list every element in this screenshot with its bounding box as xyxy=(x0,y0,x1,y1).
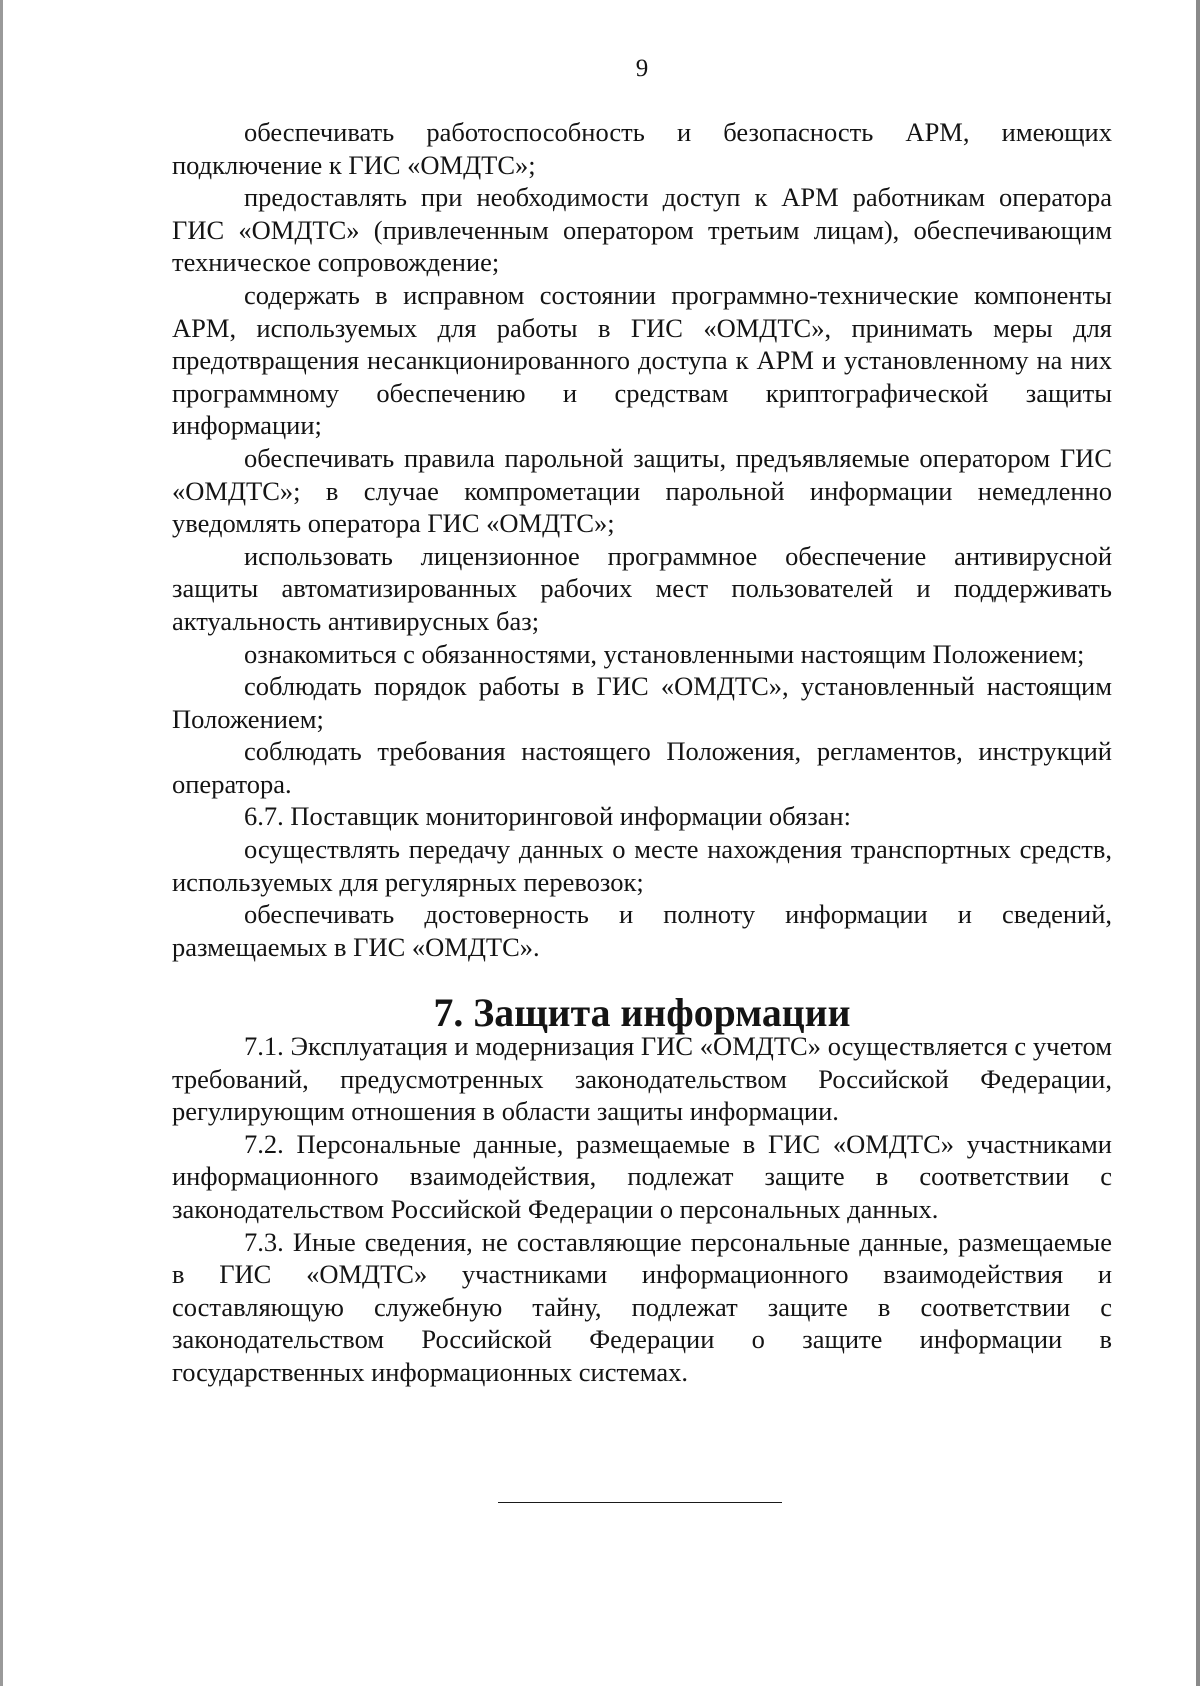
paragraph: 7.3. Иные сведения, не составляющие персональные данные, размещаемые в ГИС «ОМДТС» участниками информационного взаимодействия и составляющую служебную тайну, подлежат защите в соответствии с законодательством Российской Федерации о защите информации в государственных информационных системах. xyxy=(172,1226,1112,1387)
paragraph: соблюдать порядок работы в ГИС «ОМДТС», установленный настоящим Положением; xyxy=(172,671,1112,734)
paragraph: ознакомиться с обязанностями, установленными настоящим Положением; xyxy=(244,638,1085,669)
paragraph: 6.7. Поставщик мониторинговой информации обязан: xyxy=(244,801,851,832)
paragraph: содержать в исправном состоянии программно-технические компоненты АРМ, используемых для работы в ГИС «ОМДТС», принимать меры для предотвращения несанкционированного доступа к АРМ и установленному на них программному обеспечению и средствам криптографической защиты информации; xyxy=(172,279,1112,441)
scan-edge-right xyxy=(1196,0,1200,1686)
scan-edge-left xyxy=(0,0,3,1686)
paragraph: обеспечивать правила парольной защиты, предъявляемые оператором ГИС «ОМДТС»; в случае компрометации парольной информации немедленно уведомлять оператора ГИС «ОМДТС»; xyxy=(172,442,1112,539)
paragraph: использовать лицензионное программное обеспечение антивирусной защиты автоматизированных рабочих мест пользователей и поддерживать актуальность антивирусных баз; xyxy=(172,540,1112,636)
paragraph: обеспечивать работоспособность и безопасность АРМ, имеющих подключение к ГИС «ОМДТС»; xyxy=(172,117,1112,180)
paragraph: соблюдать требования настоящего Положения, регламентов, инструкций оператора. xyxy=(172,736,1112,799)
paragraph: 7.1. Эксплуатация и модернизация ГИС «ОМДТС» осуществляется с учетом требований, предусмотренных законодательством Российской Федерации, регулирующим отношения в области защиты информации. xyxy=(172,1031,1112,1127)
paragraph: обеспечивать достоверность и полноту информации и сведений, размещаемых в ГИС «ОМДТС». xyxy=(172,899,1112,962)
page-number: 9 xyxy=(635,55,649,82)
section-title: 7. Защита информации xyxy=(433,991,851,1036)
paragraph: предоставлять при необходимости доступ к АРМ работникам оператора ГИС «ОМДТС» (привлеченным оператором третьим лицам), обеспечивающим техническое сопровождение; xyxy=(172,182,1112,278)
paragraph: 7.2. Персональные данные, размещаемые в ГИС «ОМДТС» участниками информационного взаимодействия, подлежат защите в соответствии с законодательством Российской Федерации о персональных данных. xyxy=(172,1128,1112,1224)
closing-rule xyxy=(498,1502,782,1503)
document-body xyxy=(172,116,1112,1389)
paragraph: осуществлять передачу данных о месте нахождения транспортных средств, используемых для регулярных перевозок; xyxy=(172,834,1112,897)
